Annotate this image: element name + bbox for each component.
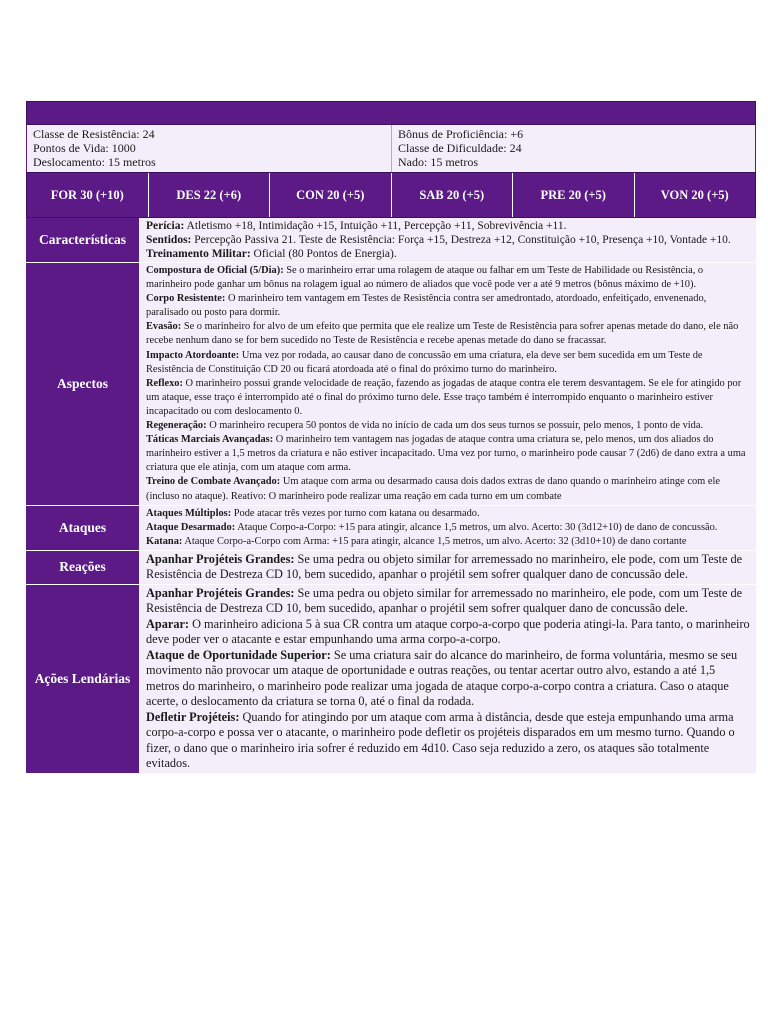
entry-text: O marinheiro tem vantagem em Testes de Resistência contra ser amedrontado, atordoado, enfeitiçado, envenenado, paralisado ou posto para dormir.: [146, 293, 707, 319]
entry: [146, 710, 750, 772]
info-panel: [26, 125, 756, 172]
entry: [146, 648, 750, 710]
entry-text: O marinheiro tem vantagem nas jogadas de ataque contra uma criatura se, pelo menos, um dos aliados do marinheiro estiver a 1,5 metros da criatura e não estiver incapacitado. Uma vez por turno, o marinheiro pode causar 7 (2d6) de dano extra a uma criatura que ele atinja, com um ataque com arma.: [146, 434, 746, 474]
section-content: [139, 506, 756, 550]
entry-name: Sentidos:: [146, 234, 192, 246]
stat-block: [26, 101, 756, 774]
entry-name: Ataques Múltiplos:: [146, 507, 232, 519]
entry-text: O marinheiro adiciona 5 à sua CR contra um ataque corpo-a-corpo que poderia atingi-la. Para tanto, o marinheiro deve poder ver o atacante e estar empunhando uma arma corpo-a-corpo.: [146, 616, 750, 647]
entry-text: Se uma pedra ou objeto similar for arremessado no marinheiro, ele pode, com um Teste de Resistência de Destreza CD 10, bem sucedido, apanhar o projétil sem sofrer qualquer dano de concussão dele.: [146, 551, 743, 582]
info-right-column: [391, 125, 755, 172]
attribute-pre: PRE 20 (+5): [513, 173, 635, 217]
entry: [146, 433, 750, 475]
entry: [146, 320, 750, 348]
section-label: Ataques: [26, 506, 139, 550]
entry-name: Treino de Combate Avançado:: [146, 476, 281, 488]
entry: [146, 507, 750, 521]
entry-text: Atletismo +18, Intimidação +15, Intuição +11, Percepção +11, Sobrevivência +11.: [184, 220, 567, 232]
entry-name: Impacto Atordoante:: [146, 349, 240, 361]
entry-text: Oficial (80 Pontos de Energia).: [250, 248, 397, 260]
entry: [146, 617, 750, 648]
entry-name: Aparar:: [146, 616, 190, 631]
entry-name: Ataque Desarmado:: [146, 521, 236, 533]
attribute-sab: SAB 20 (+5): [392, 173, 514, 217]
entry-name: Apanhar Projéteis Grandes:: [146, 551, 295, 566]
section-aspectos: [26, 263, 756, 506]
entry: [146, 586, 750, 617]
entry-text: Se uma criatura sair do alcance do marinheiro, de forma voluntária, mesmo se seu movimento não provocar um ataque de oportunidade e outras reações, ou tentar acertar outro alvo, estando a até 1,5 metros do marinheiro, o marinheiro pode realizar uma jogada de ataque corpo-a-corpo contra a criatura. Caso o ataque acerte, o deslocamento da criatura se torna 0, até o final da rodada.: [146, 647, 738, 709]
entry-text: Uma vez por rodada, ao causar dano de concussão em uma criatura, ela deve ser bem sucedida em um Teste de Resistência de Constituição CD 20 ou ficará atordoada até o final do próximo turno do marinheiro.: [146, 349, 703, 375]
proficiency-bonus: Bônus de Proficiência: +6: [398, 127, 524, 141]
entry-name: Treinamento Militar:: [146, 248, 251, 260]
hit-points: Pontos de Vida: 1000: [33, 141, 136, 155]
attribute-des: DES 22 (+6): [149, 173, 271, 217]
entry: [146, 233, 750, 247]
entry: [146, 377, 750, 419]
entry: [146, 349, 750, 377]
info-left-column: [27, 125, 391, 172]
entry-name: Katana:: [146, 535, 183, 547]
section-acoes-lendarias: [26, 585, 756, 774]
section-content: [139, 585, 756, 773]
resistance-class: Classe de Resistência: 24: [33, 127, 155, 141]
movement: Deslocamento: 15 metros: [33, 155, 156, 169]
entry-name: Evasão:: [146, 321, 182, 333]
entry-text: O marinheiro possui grande velocidade de reação, fazendo as jogadas de ataque contra ele terem desvantagem. Se ele for atingido por um ataque, esse traço é interrompido até o final do próximo turno dele. Esse traço também é interrompido enquanto o marinheiro estiver incapacitado ou com deslocamento 0.: [146, 377, 742, 417]
entry-text: Ataque Corpo-a-Corpo: +15 para atingir, alcance 1,5 metros, um alvo. Acerto: 30 (3d12+10) de dano de concussão.: [235, 521, 718, 533]
section-ataques: [26, 506, 756, 551]
section-label: Reações: [26, 551, 139, 584]
section-label: Ações Lendárias: [26, 585, 139, 773]
entry-name: Táticas Marciais Avançadas:: [146, 434, 274, 446]
section-content: [139, 263, 756, 505]
entry-text: Se uma pedra ou objeto similar for arremessado no marinheiro, ele pode, com um Teste de Resistência de Destreza CD 10, bem sucedido, apanhar o projétil sem sofrer qualquer dano de concussão dele.: [146, 585, 743, 616]
entry-name: Regeneração:: [146, 420, 207, 432]
entry-name: Ataque de Oportunidade Superior:: [146, 647, 331, 662]
entry: [146, 475, 750, 503]
entry: [146, 247, 750, 261]
attribute-con: CON 20 (+5): [270, 173, 392, 217]
difficulty-class: Classe de Dificuldade: 24: [398, 141, 522, 155]
entry: [146, 219, 750, 233]
entry: [146, 419, 750, 433]
entry-name: Defletir Projéteis:: [146, 709, 240, 724]
attribute-bar: [26, 172, 756, 218]
entry: [146, 264, 750, 292]
section-label: Características: [26, 218, 139, 262]
entry-text: Se o marinheiro for alvo de um efeito que permita que ele realize um Teste de Resistência para sofrer apenas metade do dano, ele não recebe nenhum dano se for bem sucedido no Teste de Resistência e recebe apenas metade do dano se fracassar.: [146, 321, 739, 347]
entry-text: O marinheiro recupera 50 pontos de vida no início de cada um dos seus turnos se possuir, pelo menos, 1 ponto de vida.: [206, 420, 704, 432]
section-reacoes: [26, 551, 756, 585]
entry-text: Pode atacar três vezes por turno com katana ou desarmado.: [231, 507, 480, 519]
entry: [146, 552, 750, 583]
entry-name: Corpo Resistente:: [146, 293, 226, 305]
attribute-for: FOR 30 (+10): [27, 173, 149, 217]
entry: [146, 535, 750, 549]
entry-name: Reflexo:: [146, 377, 183, 389]
entry-name: Apanhar Projéteis Grandes:: [146, 585, 295, 600]
entry-text: Ataque Corpo-a-Corpo com Arma: +15 para atingir, alcance 1,5 metros, um alvo. Acerto: 32 (3d10+10) de dano cortante: [182, 535, 687, 547]
section-content: [139, 218, 756, 262]
entry: [146, 292, 750, 320]
entry-text: Um ataque com arma ou desarmado causa dois dados extras de dano quando o marinheiro atinge com ele (incluso no ataque). Reativo: O marinheiro pode realizar uma reação em cada turno em um combate: [146, 476, 720, 502]
attribute-von: VON 20 (+5): [660, 187, 729, 202]
entry: [146, 521, 750, 535]
entry-text: Se o marinheiro errar uma rolagem de ataque ou falhar em um Teste de Habilidade ou Resistência, o marinheiro pode ganhar um bônus na rolagem igual ao número de aliados que você pode ver a até 9 metros (bônus máximo de +10).: [146, 265, 704, 291]
swim-speed: Nado: 15 metros: [398, 155, 478, 169]
entry-text: Quando for atingindo por um ataque com arma à distância, desde que esteja empunhando uma arma corpo-a-corpo e possa ver o atacante, o marinheiro pode defletir os projéteis disparados em um mesmo turno. Quando o fizer, o dano que o marinheiro iria sofrer é reduzido em 4d10. Caso seja reduzido a zero, os ataques são totalmente evitados.: [146, 709, 735, 771]
entry-text: Percepção Passiva 21. Teste de Resistência: Força +15, Destreza +12, Constituição +10, Presença +10, Vontade +10.: [191, 234, 731, 246]
entry-name: Perícia:: [146, 220, 185, 232]
entry-name: Compostura de Oficial (5/Dia):: [146, 265, 284, 276]
section-label: Aspectos: [26, 263, 139, 505]
section-caracteristicas: [26, 218, 756, 263]
title-bar: [26, 101, 756, 125]
section-content: [139, 551, 756, 584]
